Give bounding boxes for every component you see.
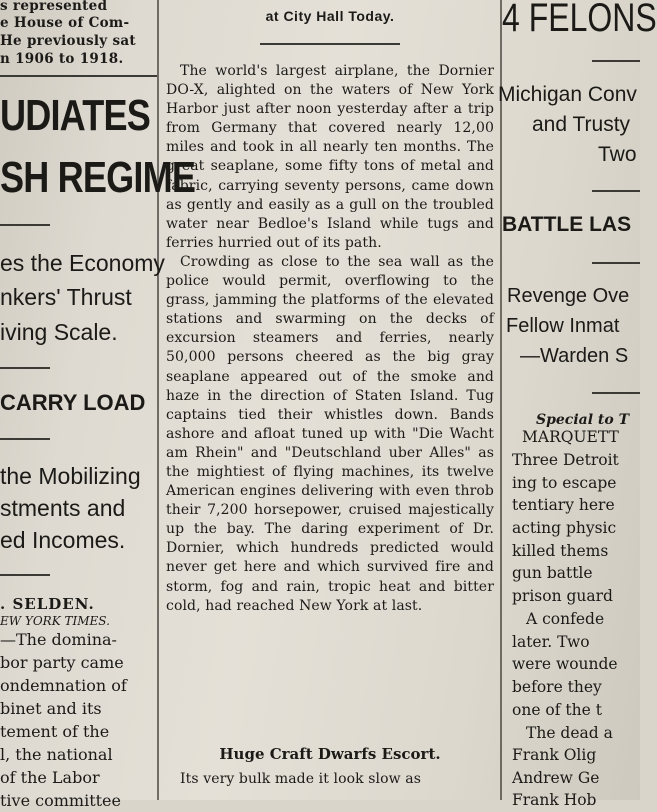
divider [260, 43, 400, 45]
divider [592, 392, 640, 394]
article-body-continued [166, 770, 494, 789]
deck-line: stments and [0, 495, 126, 521]
article-body [166, 62, 494, 616]
body-line: tement of the [0, 722, 110, 741]
deck-line: Fellow Inmat [506, 315, 620, 337]
left-top-line: He previously sat [0, 33, 136, 49]
divider [0, 574, 50, 576]
right-column [498, 0, 657, 809]
body-line: MARQUETT [522, 428, 619, 446]
divider [0, 75, 157, 77]
byline: . SELDEN. [0, 595, 95, 613]
deck-line: BATTLE LAS [502, 213, 632, 236]
subhead-line: nkers' Thrust [0, 284, 132, 310]
body-line: ondemnation of [0, 676, 127, 695]
left-top-line: n 1906 to 1918. [0, 51, 124, 67]
body-line: Frank Hob [512, 791, 597, 809]
divider [0, 224, 50, 226]
body-line: Andrew Ge [512, 769, 600, 787]
body-line: gun battle [512, 564, 593, 582]
body-line: before they [512, 678, 602, 696]
divider [592, 262, 640, 264]
top-headline: at City Hall Today. [265, 8, 395, 24]
column-rule-left [157, 0, 159, 800]
right-headline: 4 FELONS [502, 0, 657, 40]
body-line: killed thems [512, 542, 609, 560]
body-line: bor party came [0, 653, 124, 672]
body-line: tive committee [0, 791, 121, 810]
deck-line: CARRY LOAD [0, 390, 146, 415]
deck-line: —Warden S [520, 345, 629, 367]
body-line: prison guard [512, 587, 613, 605]
body-line: were wounde [512, 655, 618, 673]
headline-line: SH REGIME [0, 153, 196, 202]
article-paragraph: Its very bulk made it look slow as [180, 771, 422, 787]
body-line: l, the national [0, 745, 113, 764]
article-paragraph: Crowding as close to the sea wall as the police would permit, overflowing to the grass, jamming the platforms of the elevated stations and swarming on the decks of excursion steamers and ferries, nearly 50,000 persons cheered as the big gray seaplane appeared out of the smoke and haze in the direction of Staten Island. Tug captains tied their whistles down. Bands ashore and afloat tuned up with "Die Wacht am Rhein" and "Deutschland uber Alles" as the mightiest of flying machines, its twelve American engines delivering with even throb their 7,200 horsepower, cruised majestically up the bay. The daring experiment of Dr. Dornier, which hundreds predicted would never get here and which survived fire and storm, fog and rain, tropic heat and bitter cold, had reached New York at last. [166, 253, 494, 614]
headline-line: UDIATES [0, 91, 150, 140]
divider [592, 60, 640, 62]
article-paragraph: The world's largest airplane, the Dornier DO-X, alighted on the waters of New York Harbor just after noon yesterday after a trip from Germany that covered nearly 12,00 miles and took in all nearly ten months. The great seaplane, some fifty tons of metal and fabric, carrying seventy persons, came down as gently and easily as a gull on the troubled water near Bedloe's Island while tugs and ferries hurried out of its path. [166, 63, 494, 251]
middle-column [160, 0, 500, 800]
left-top-line: e House of Com- [0, 15, 130, 31]
body-line: Three Detroit [512, 451, 619, 469]
left-top-line: s represented [0, 0, 108, 14]
body-line: ing to escape [512, 474, 617, 492]
body-line: of the Labor [0, 768, 100, 787]
special-credit: Special to T [536, 412, 630, 428]
body-line: —The domina- [0, 630, 117, 649]
body-line: tentiary here [512, 496, 615, 514]
body-line: The dead a [526, 724, 613, 742]
body-line: binet and its [0, 699, 102, 718]
body-line: one of the t [512, 701, 602, 719]
subhead-line: iving Scale. [0, 319, 118, 345]
divider [0, 367, 50, 369]
left-column [0, 0, 196, 810]
deck-line: the Mobilizing [0, 463, 141, 489]
body-line: acting physic [512, 519, 617, 537]
divider [0, 438, 50, 440]
deck-line: and Trusty [532, 113, 631, 136]
deck-line: Two [598, 143, 637, 166]
body-line: later. Two [512, 633, 590, 651]
body-line: Frank Olig [512, 746, 597, 764]
divider [592, 190, 640, 192]
deck-line: Michigan Conv [498, 83, 637, 106]
deck-line: ed Incomes. [0, 527, 126, 553]
article-subhead: Huge Craft Dwarfs Escort. [219, 745, 441, 763]
deck-line: Revenge Ove [507, 285, 630, 307]
credit-line: EW YORK TIMES. [0, 614, 110, 628]
subhead-line: es the Economy [0, 250, 165, 276]
body-line: A confede [526, 610, 605, 628]
